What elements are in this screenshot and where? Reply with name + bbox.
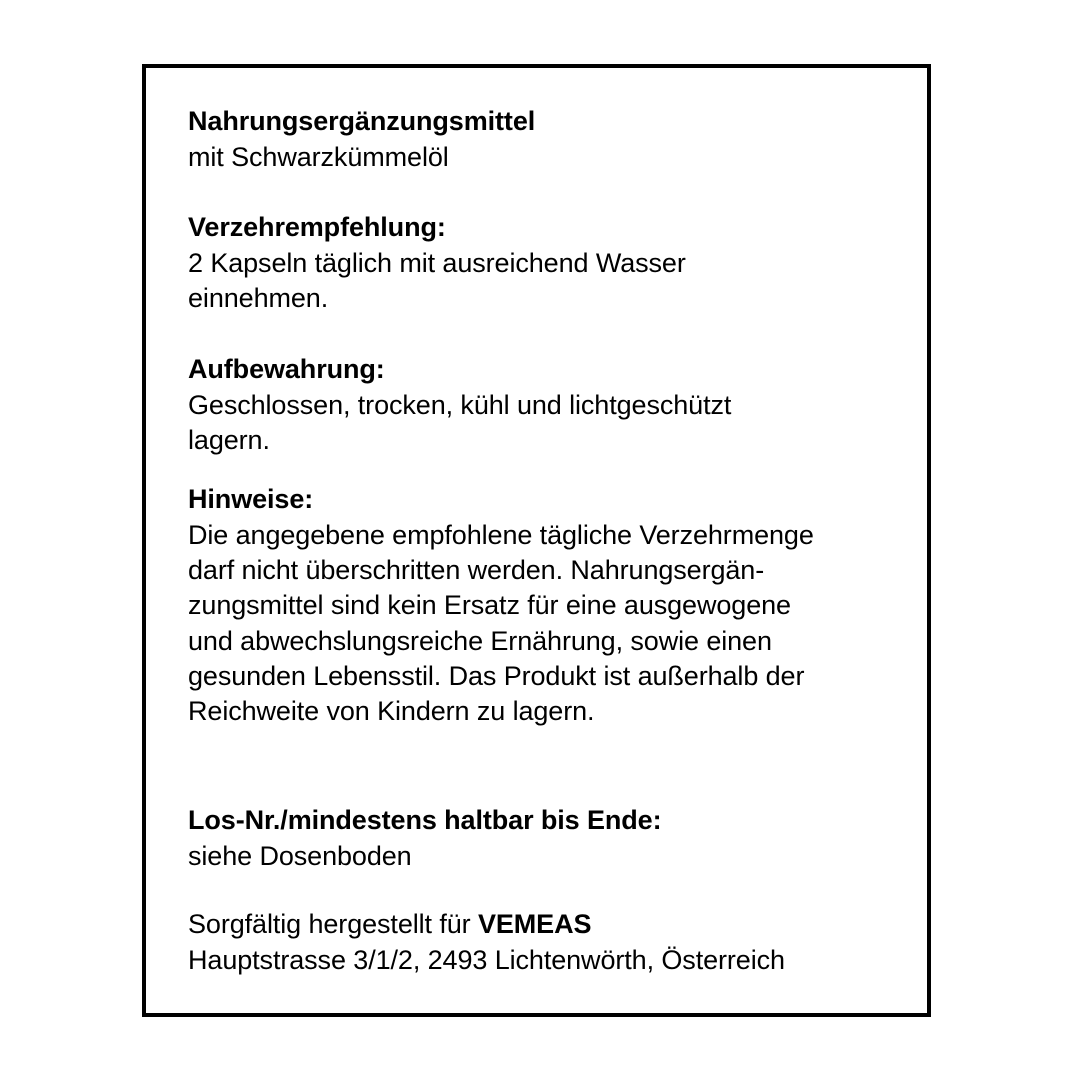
manufacturer-line bbox=[188, 907, 591, 942]
dosage-line-2: einnehmen. bbox=[188, 283, 329, 313]
storage-line-1: Geschlossen, trocken, kühl und lichtgeschützt bbox=[188, 390, 732, 420]
notes-line-6: Reichweite von Kindern zu lagern. bbox=[188, 696, 595, 726]
notes-line-5: gesunden Lebensstil. Das Produkt ist außerhalb der bbox=[188, 661, 805, 691]
notes-line-3: zungsmittel sind kein Ersatz für eine ausgewogene bbox=[188, 590, 791, 620]
product-subheading: mit Schwarzkümmelöl bbox=[188, 142, 449, 172]
dosage-heading: Verzehrempfehlung: bbox=[188, 212, 446, 242]
notes-line-4: und abwechslungsreiche Ernährung, sowie einen bbox=[188, 626, 772, 656]
manufacturer-brand: VEMEAS bbox=[477, 909, 592, 939]
product-label bbox=[142, 64, 931, 1017]
lot-text: siehe Dosenboden bbox=[188, 841, 412, 871]
notes-line-2: darf nicht überschritten werden. Nahrungsergän- bbox=[188, 555, 765, 585]
manufacturer-address: Hauptstrasse 3/1/2, 2493 Lichtenwörth, Österreich bbox=[188, 945, 785, 975]
storage-line-2: lagern. bbox=[188, 425, 270, 455]
lot-heading: Los-Nr./mindestens haltbar bis Ende: bbox=[188, 805, 662, 835]
dosage-line-1: 2 Kapseln täglich mit ausreichend Wasser bbox=[188, 248, 686, 278]
storage-heading: Aufbewahrung: bbox=[188, 354, 385, 384]
notes-heading: Hinweise: bbox=[188, 484, 314, 514]
manufacturer-prefix: Sorgfältig hergestellt für bbox=[188, 909, 478, 939]
notes-line-1: Die angegebene empfohlene tägliche Verzehrmenge bbox=[188, 520, 814, 550]
product-heading: Nahrungsergänzungsmittel bbox=[188, 106, 536, 136]
